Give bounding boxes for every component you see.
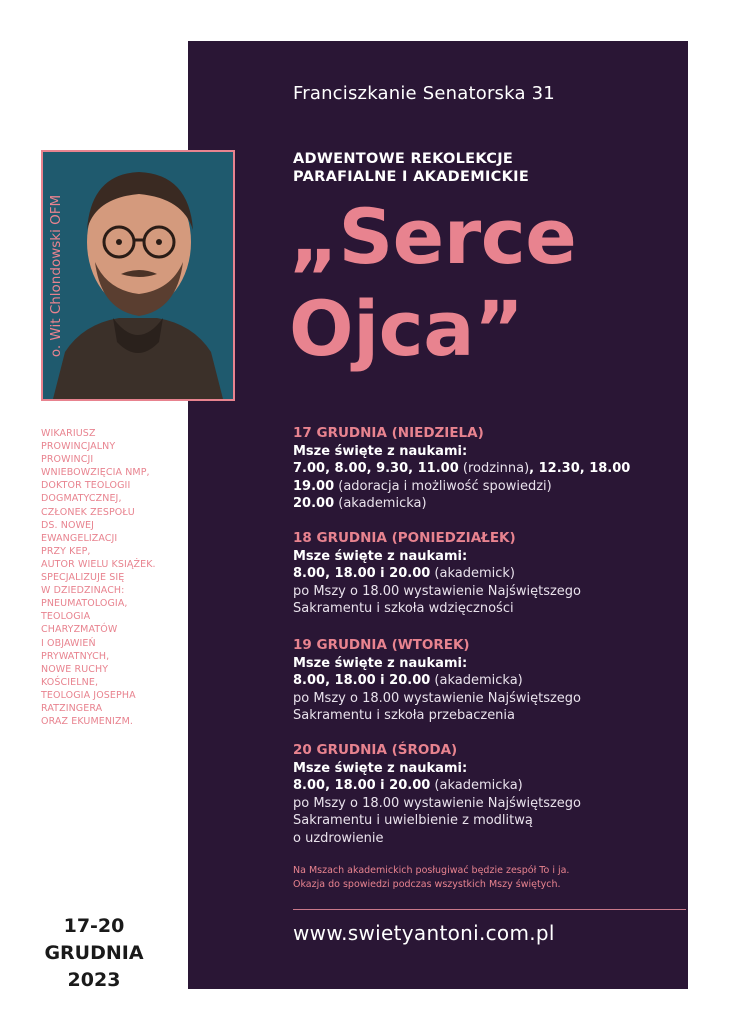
schedule-note: Sakramentu i szkoła wdzięczności: [293, 601, 514, 616]
dates-line: 17-20: [63, 915, 125, 937]
speaker-bio: [41, 427, 181, 728]
mass-times-bold: 7.00, 8.00, 9.30, 11.00: [293, 461, 459, 476]
website-url: www.swietyantoni.com.pl: [293, 921, 555, 945]
bio-line: KOŚCIELNE,: [41, 676, 99, 688]
mass-label: Msze święte z naukami:: [293, 548, 468, 564]
mass-label: Msze święte z naukami:: [293, 655, 468, 671]
schedule-day-2: [293, 530, 673, 618]
dates-line: GRUDNIA: [44, 942, 144, 964]
mass-times-bold: 8.00, 18.00 i 20.00: [293, 778, 431, 793]
mass-note: (akademick): [430, 566, 516, 581]
event-dates: [30, 913, 158, 994]
bio-line: DOKTOR TEOLOGII: [41, 480, 131, 492]
day-heading: 17 GRUDNIA (NIEDZIELA): [293, 425, 484, 441]
footnote-line: Okazja do spowiedzi podczas wszystkich Mszy świętych.: [293, 879, 561, 890]
footnote-line: Na Mszach akademickich posługiwać będzie zespół To i ja.: [293, 865, 570, 876]
bio-line: SPECJALIZUJE SIĘ: [41, 572, 125, 584]
bio-line: EWANGELIZACJI: [41, 532, 118, 544]
bio-line: I OBJAWIEŃ: [41, 637, 96, 649]
mass-times: [293, 460, 673, 478]
bio-line: CZŁONEK ZESPOŁU: [41, 506, 135, 518]
title-line: „Serce: [289, 192, 577, 281]
day-heading: 19 GRUDNIA (WTOREK): [293, 637, 470, 653]
mass-times-bold: 19.00: [293, 478, 335, 494]
bio-line: DOGMATYCZNEJ,: [41, 493, 122, 505]
mass-times-bold: , 12.30, 18.00: [529, 461, 631, 476]
schedule-note: Sakramentu i szkoła przebaczenia: [293, 708, 516, 723]
parish-name: Franciszkanie Senatorska 31: [293, 83, 555, 104]
schedule-day-1: [293, 425, 673, 513]
schedule-day-3: [293, 637, 673, 725]
day-heading: 18 GRUDNIA (PONIEDZIAŁEK): [293, 530, 516, 546]
bio-line: PRYWATNYCH,: [41, 650, 110, 662]
bio-line: W DZIEDZINACH:: [41, 585, 125, 597]
subtitle-line: PARAFIALNE I AKADEMICKIE: [293, 169, 530, 185]
mass-note: (adoracja i możliwość spowiedzi): [334, 478, 552, 494]
mass-times: [293, 777, 673, 795]
bio-line: CHARYZMATÓW: [41, 624, 118, 636]
schedule-note: po Mszy o 18.00 wystawienie Najświętszego: [293, 795, 582, 811]
dates-line: 2023: [67, 969, 121, 991]
title-line: Ojca”: [289, 284, 524, 373]
mass-note: (akademicka): [430, 778, 523, 793]
bio-line: AUTOR WIELU KSIĄŻEK.: [41, 558, 156, 570]
bio-line: RATZINGERA: [41, 702, 103, 714]
schedule-note: po Mszy o 18.00 wystawienie Najświętszego: [293, 690, 582, 706]
schedule-note: Sakramentu i uwielbienie z modlitwą: [293, 813, 533, 828]
bio-line: PROWINCJI: [41, 454, 94, 466]
mass-times-bold: 20.00: [293, 496, 335, 511]
mass-times-bold: 8.00, 18.00 i 20.00: [293, 566, 431, 581]
schedule-day-4: [293, 742, 673, 847]
mass-times: [293, 478, 673, 496]
mass-label: Msze święte z naukami:: [293, 760, 468, 776]
mass-times: [293, 672, 673, 690]
portrait-illustration: [43, 152, 233, 399]
bio-line: TEOLOGIA: [41, 611, 91, 623]
bio-line: NOWE RUCHY: [41, 663, 109, 675]
bio-line: DS. NOWEJ: [41, 519, 95, 531]
bio-line: PROWINCJALNY: [41, 441, 116, 453]
mass-times: [293, 495, 673, 513]
bio-line: TEOLOGIA JOSEPHA: [41, 689, 136, 701]
bio-line: PRZY KEP,: [41, 545, 91, 557]
footnote: [293, 864, 569, 892]
day-heading: 20 GRUDNIA (ŚRODA): [293, 742, 458, 758]
bio-line: WNIEBOWZIĘCIA NMP,: [41, 467, 150, 479]
mass-note: (rodzinna): [458, 461, 530, 476]
schedule-note: po Mszy o 18.00 wystawienie Najświętszego: [293, 583, 582, 599]
speaker-photo: [41, 150, 235, 401]
mass-label: Msze święte z naukami:: [293, 443, 468, 459]
event-title: [289, 191, 576, 375]
mass-times: [293, 565, 673, 583]
event-subtitle: [293, 150, 529, 186]
bio-line: ORAZ EKUMENIZM.: [41, 716, 133, 728]
mass-note: (akademicka): [430, 673, 523, 688]
divider: [293, 909, 686, 910]
bio-line: WIKARIUSZ: [41, 428, 96, 439]
bio-line: PNEUMATOLOGIA,: [41, 598, 128, 610]
mass-times-bold: 8.00, 18.00 i 20.00: [293, 673, 431, 688]
mass-note: (akademicka): [334, 496, 427, 511]
speaker-name-text: o. Wit Chlondowski OFM: [48, 194, 64, 357]
schedule-note: o uzdrowienie: [293, 830, 384, 846]
subtitle-line: ADWENTOWE REKOLEKCJE: [293, 151, 514, 167]
speaker-name: [43, 152, 69, 399]
